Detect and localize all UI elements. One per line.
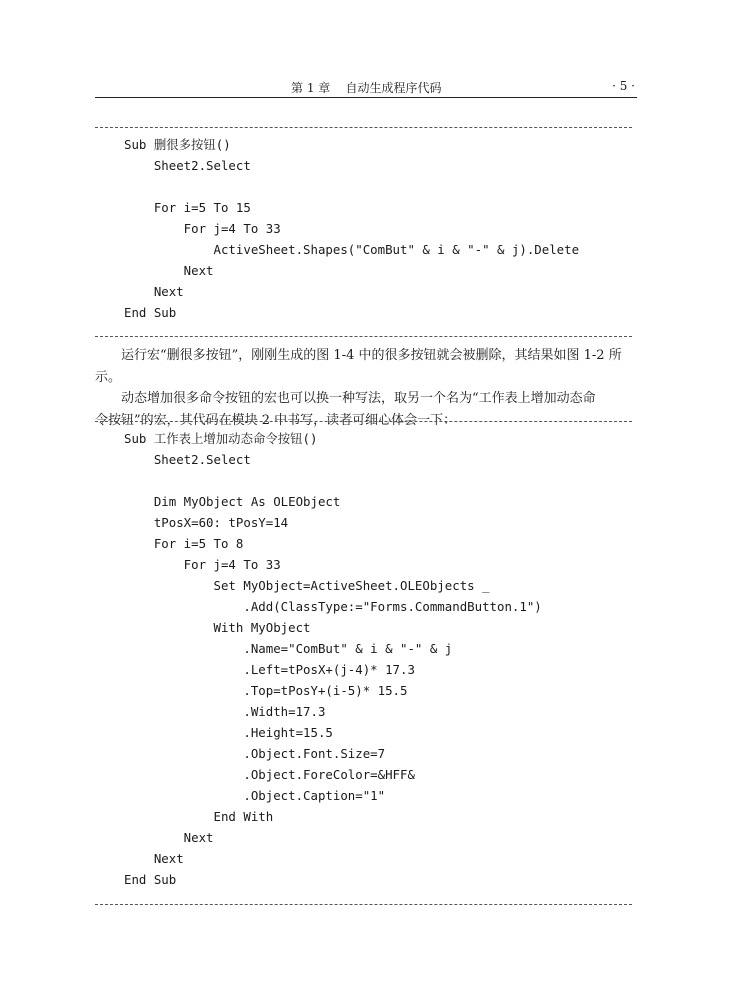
code-line: .Add(ClassType:="Forms.CommandButton.1") — [124, 599, 542, 614]
code-line: .Width=17.3 — [124, 704, 326, 719]
code-line: Sheet2.Select — [124, 158, 251, 173]
code-line: Sub 工作表上增加动态命令按钮() — [124, 431, 318, 446]
code-line: Next — [124, 284, 184, 299]
chapter-title: 第 1 章 自动生成程序代码 — [291, 81, 442, 95]
code-line: .Object.Font.Size=7 — [124, 746, 386, 761]
page-number: · 5 · — [612, 79, 635, 93]
code-line: End With — [124, 809, 274, 824]
code-line: End Sub — [124, 872, 177, 887]
paragraph-line-3: 令按钮”的宏，其代码在模块 2 中书写，读者可细心体会一下： — [95, 412, 457, 428]
code-line: tPosX=60: tPosY=14 — [124, 515, 289, 530]
code-line: End Sub — [124, 305, 177, 320]
code-line: For i=5 To 8 — [124, 536, 244, 551]
code-block-2-top-rule — [95, 421, 632, 422]
code-block-2-bottom-rule — [95, 904, 632, 905]
code-line — [124, 470, 542, 491]
code-line: Sub 删很多按钮() — [124, 137, 231, 152]
code-line — [124, 176, 579, 197]
code-line: Next — [124, 830, 214, 845]
body-paragraph — [95, 345, 635, 431]
code-line: .Top=tPosY+(i-5)* 15.5 — [124, 683, 408, 698]
code-line: For j=4 To 33 — [124, 221, 281, 236]
code-line: Set MyObject=ActiveSheet.OLEObjects _ — [124, 578, 490, 593]
code-line: .Object.Caption="1" — [124, 788, 386, 803]
code-block-1-top-rule — [95, 127, 632, 128]
code-block-2 — [124, 428, 542, 890]
code-line: .Object.ForeColor=&HFF& — [124, 767, 415, 782]
code-line: .Left=tPosX+(j-4)* 17.3 — [124, 662, 415, 677]
code-line: Sheet2.Select — [124, 452, 251, 467]
code-line: Dim MyObject As OLEObject — [124, 494, 341, 509]
code-line: Next — [124, 263, 214, 278]
paragraph-line-1: 运行宏“删很多按钮”，刚刚生成的图 1-4 中的很多按钮就会被删除，其结果如图 1-2 所示。 — [95, 348, 622, 385]
code-line: For i=5 To 15 — [124, 200, 251, 215]
header-rule — [95, 97, 637, 98]
code-block-1 — [124, 134, 579, 323]
page-header — [95, 79, 635, 97]
code-line: .Height=15.5 — [124, 725, 333, 740]
code-line: ActiveSheet.Shapes("ComBut" & i & "-" & j).Delete — [124, 242, 580, 257]
code-line: With MyObject — [124, 620, 311, 635]
paragraph-line-2: 动态增加很多命令按钮的宏也可以换一种写法，取另一个名为“工作表上增加动态命 — [121, 391, 596, 406]
code-line: For j=4 To 33 — [124, 557, 281, 572]
code-line: Next — [124, 851, 184, 866]
code-line: .Name="ComBut" & i & "-" & j — [124, 641, 453, 656]
code-block-1-bottom-rule — [95, 336, 632, 337]
